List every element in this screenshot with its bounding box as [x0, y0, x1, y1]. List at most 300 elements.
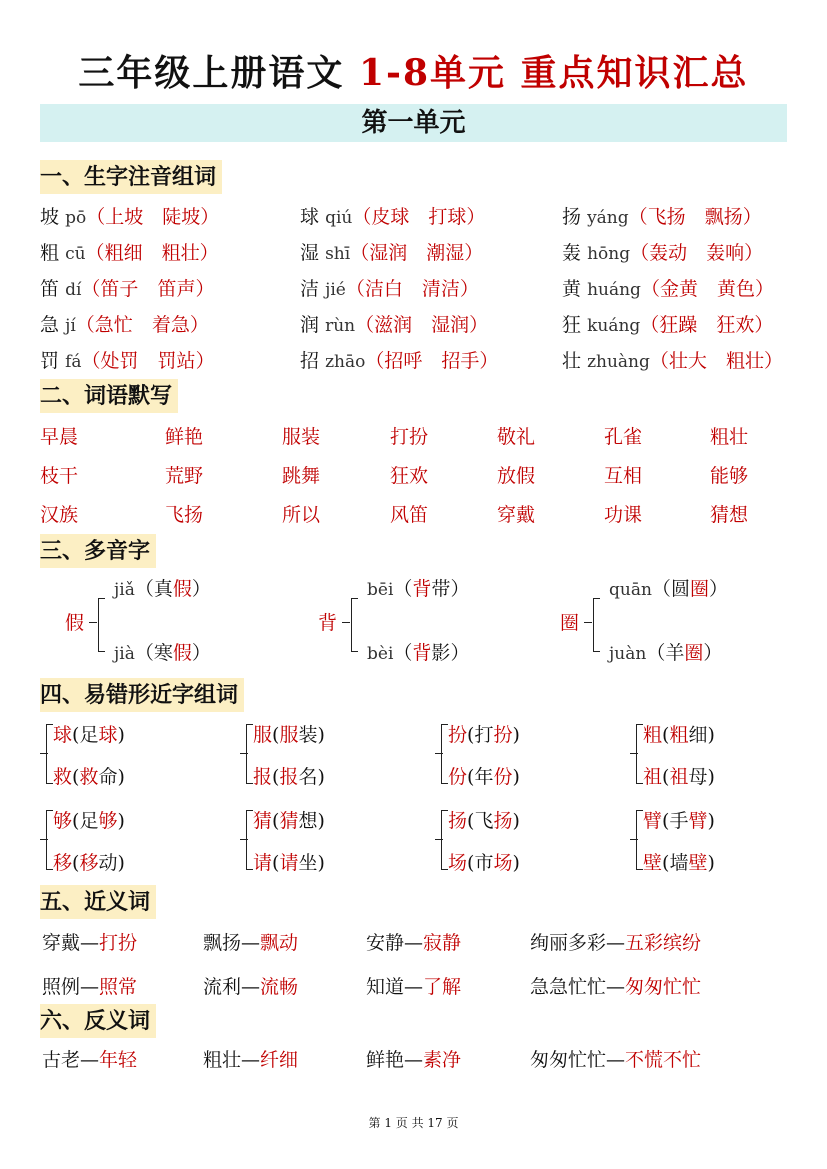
word: 打球 — [428, 206, 467, 228]
word: 照常 — [99, 976, 138, 998]
word: 飞扬 — [165, 504, 204, 526]
close-paren: ） — [450, 642, 470, 664]
open-paren: （ — [630, 242, 650, 264]
character: 粗 — [40, 242, 60, 264]
word: 不慌不忙 — [625, 1049, 702, 1071]
open-paren: （ — [350, 242, 370, 264]
word: 飞扬 — [647, 206, 686, 228]
dash: — — [404, 1049, 424, 1071]
open-paren: （ — [345, 278, 365, 300]
list-item — [253, 806, 325, 833]
close-paren: ） — [459, 278, 479, 300]
character: 润 — [300, 314, 320, 336]
word-part: 寒 — [153, 642, 173, 664]
word: 粗细 — [104, 242, 143, 264]
dash: — — [241, 932, 261, 954]
word-part: 背 — [412, 642, 432, 664]
open-paren: （ — [355, 314, 375, 336]
open-paren: ( — [272, 810, 280, 832]
open-paren: （ — [628, 206, 648, 228]
word-pair — [530, 928, 701, 955]
word: 流畅 — [260, 976, 299, 998]
character: 急 — [40, 314, 60, 336]
spacer — [143, 206, 162, 228]
word-part: 祖 — [669, 766, 689, 788]
list-item — [40, 310, 209, 337]
word-part: 墙 — [669, 852, 689, 874]
bracket — [46, 810, 53, 870]
word-part: 手 — [669, 810, 689, 832]
open-paren: （ — [651, 578, 671, 600]
spacer — [407, 242, 426, 264]
word-pair — [203, 972, 298, 999]
word: 飘动 — [260, 932, 299, 954]
word: 早晨 — [40, 426, 79, 448]
spacer — [412, 314, 431, 336]
word: 狂躁 — [659, 314, 698, 336]
close-paren: ） — [742, 206, 762, 228]
list-item — [300, 202, 485, 229]
dash: — — [606, 976, 626, 998]
word: 知道 — [366, 976, 405, 998]
word-part: 市 — [474, 852, 494, 874]
word-pair — [366, 1045, 461, 1072]
character: 招 — [300, 350, 320, 372]
word-pair — [530, 1045, 701, 1072]
word-part: 圈 — [689, 578, 709, 600]
close-paren: ) — [707, 852, 715, 874]
section-6-heading: 六、反义词 — [40, 1004, 156, 1038]
word-part: 壁 — [688, 852, 708, 874]
close-paren: ) — [512, 724, 520, 746]
word-part: 足 — [79, 810, 99, 832]
word: 粗壮 — [161, 242, 200, 264]
close-paren: ） — [466, 206, 486, 228]
word: 穿戴 — [42, 932, 81, 954]
pinyin: jiǎ — [114, 580, 135, 600]
open-paren: ( — [662, 766, 670, 788]
spacer — [697, 314, 716, 336]
bracket — [441, 810, 448, 870]
spacer — [687, 242, 706, 264]
section-3-heading: 三、多音字 — [40, 534, 156, 568]
word: 纤细 — [260, 1049, 299, 1071]
pinyin: rùn — [325, 316, 356, 336]
word-part: 服 — [279, 724, 299, 746]
word-part: 动 — [98, 852, 118, 874]
word: 陡坡 — [162, 206, 201, 228]
close-paren: ） — [191, 578, 211, 600]
word: 壮大 — [668, 350, 707, 372]
word-part: 猜 — [279, 810, 299, 832]
pinyin: cū — [65, 244, 86, 264]
word: 风笛 — [390, 504, 429, 526]
bracket — [246, 810, 253, 870]
word-part: 背 — [412, 578, 432, 600]
list-item — [562, 238, 763, 265]
word: 招呼 — [384, 350, 423, 372]
word: 滋润 — [374, 314, 413, 336]
spacer — [409, 206, 428, 228]
word: 洁白 — [364, 278, 403, 300]
bracket — [593, 598, 600, 652]
spacer — [138, 278, 157, 300]
word: 鲜艳 — [366, 1049, 405, 1071]
word-part: 球 — [98, 724, 118, 746]
open-paren: ( — [272, 724, 280, 746]
word-part: 扬 — [493, 810, 513, 832]
close-paren: ) — [117, 852, 125, 874]
word: 跳舞 — [282, 465, 321, 487]
close-paren: ） — [200, 206, 220, 228]
polyphone-char: 圈 — [560, 612, 580, 634]
bracket-tick — [435, 839, 443, 840]
bracket — [98, 598, 105, 652]
word: 猜想 — [710, 504, 749, 526]
reading — [367, 574, 469, 601]
reading — [114, 574, 211, 601]
section-2-heading: 二、词语默写 — [40, 379, 178, 413]
word: 荒野 — [165, 465, 204, 487]
bracket — [636, 724, 643, 784]
word-part: 报 — [279, 766, 299, 788]
list-item — [643, 848, 715, 875]
word: 绚丽多彩 — [530, 932, 607, 954]
close-paren: ） — [744, 242, 764, 264]
word: 放假 — [497, 465, 536, 487]
pinyin: hōng — [587, 244, 631, 264]
word: 所以 — [282, 504, 321, 526]
reading — [114, 638, 211, 665]
word-part: 扮 — [493, 724, 513, 746]
word: 互相 — [604, 465, 643, 487]
character: 服 — [253, 724, 273, 746]
title-black: 三年级上册语文 — [78, 52, 345, 94]
word: 笛子 — [100, 278, 139, 300]
character: 湿 — [300, 242, 320, 264]
character: 请 — [253, 852, 273, 874]
open-paren: ( — [72, 724, 80, 746]
open-paren: ( — [72, 810, 80, 832]
word: 寂静 — [423, 932, 462, 954]
character: 笛 — [40, 278, 60, 300]
word: 年轻 — [99, 1049, 138, 1071]
word-part: 母 — [688, 766, 708, 788]
dash: — — [241, 1049, 261, 1071]
dash: — — [241, 976, 261, 998]
word-pair — [42, 1045, 137, 1072]
close-paren: ） — [199, 242, 219, 264]
close-paren: ) — [317, 766, 325, 788]
close-paren: ) — [317, 724, 325, 746]
word: 罚站 — [157, 350, 196, 372]
section-1-heading: 一、生字注音组词 — [40, 160, 222, 194]
close-paren: ） — [469, 314, 489, 336]
pinyin: jié — [325, 280, 346, 300]
bracket-tick — [240, 753, 248, 754]
close-paren: ) — [512, 766, 520, 788]
close-paren: ) — [707, 766, 715, 788]
close-paren: ) — [117, 724, 125, 746]
list-item — [643, 806, 715, 833]
bracket-tick — [40, 753, 48, 754]
word: 粗壮 — [203, 1049, 242, 1071]
open-paren: （ — [393, 578, 413, 600]
open-paren: ( — [662, 852, 670, 874]
word-part: 移 — [79, 852, 99, 874]
character: 罚 — [40, 350, 60, 372]
character: 粗 — [643, 724, 663, 746]
pinyin: qiú — [325, 208, 353, 228]
pinyin: huáng — [587, 280, 641, 300]
word: 孔雀 — [604, 426, 643, 448]
section-4-heading: 四、易错形近字组词 — [40, 678, 244, 712]
word-pair — [530, 972, 701, 999]
word: 敬礼 — [497, 426, 536, 448]
word-part: 请 — [279, 852, 299, 874]
close-paren: ） — [464, 242, 484, 264]
word-part: 羊 — [665, 642, 685, 664]
bracket — [636, 810, 643, 870]
spacer — [139, 350, 158, 372]
spacer — [686, 206, 705, 228]
list-item — [253, 848, 325, 875]
spacer — [133, 314, 152, 336]
word: 能够 — [710, 465, 749, 487]
close-paren: ） — [195, 278, 215, 300]
word: 照例 — [42, 976, 81, 998]
bracket-tick — [342, 622, 350, 623]
spacer — [707, 350, 726, 372]
character: 份 — [448, 766, 468, 788]
list-item — [40, 238, 219, 265]
word-part: 带 — [431, 578, 451, 600]
open-paren: ( — [467, 852, 475, 874]
open-paren: （ — [75, 314, 95, 336]
open-paren: ( — [72, 766, 80, 788]
open-paren: （ — [134, 578, 154, 600]
word: 鲜艳 — [165, 426, 204, 448]
word: 招手 — [441, 350, 480, 372]
open-paren: （ — [646, 642, 666, 664]
word-part: 足 — [79, 724, 99, 746]
word: 皮球 — [371, 206, 410, 228]
list-item — [53, 720, 125, 747]
bracket — [351, 598, 358, 652]
open-paren: ( — [72, 852, 80, 874]
word-pair — [366, 972, 461, 999]
word: 急忙 — [94, 314, 133, 336]
word: 狂欢 — [716, 314, 755, 336]
character: 坡 — [40, 206, 60, 228]
open-paren: （ — [134, 642, 154, 664]
word-pair — [366, 928, 461, 955]
bracket-tick — [89, 622, 97, 623]
pinyin: bèi — [367, 644, 394, 664]
page-footer: 第 1 页 共 17 页 — [368, 1116, 459, 1130]
bracket-tick — [584, 622, 592, 623]
word: 服装 — [282, 426, 321, 448]
word: 潮湿 — [426, 242, 465, 264]
bracket-tick — [630, 839, 638, 840]
pinyin: fá — [65, 352, 82, 372]
spacer — [698, 278, 717, 300]
pinyin: shī — [325, 244, 351, 264]
list-item — [448, 806, 520, 833]
word: 汉族 — [40, 504, 79, 526]
word: 狂欢 — [390, 465, 429, 487]
word: 着急 — [151, 314, 190, 336]
word: 功课 — [604, 504, 643, 526]
word: 匆匆忙忙 — [625, 976, 702, 998]
word-part: 圈 — [684, 642, 704, 664]
word: 笛声 — [157, 278, 196, 300]
word: 飘扬 — [203, 932, 242, 954]
dash: — — [404, 932, 424, 954]
character: 壮 — [562, 350, 582, 372]
bracket-tick — [630, 753, 638, 754]
open-paren: （ — [365, 350, 385, 372]
character: 扬 — [448, 810, 468, 832]
close-paren: ） — [195, 350, 215, 372]
close-paren: ) — [317, 810, 325, 832]
dash: — — [404, 976, 424, 998]
character: 扮 — [448, 724, 468, 746]
close-paren: ) — [117, 810, 125, 832]
pinyin: juàn — [609, 644, 647, 664]
pinyin: jí — [65, 316, 76, 336]
close-paren: ） — [189, 314, 209, 336]
close-paren: ) — [117, 766, 125, 788]
close-paren: ) — [707, 724, 715, 746]
unit-heading: 第一单元 — [40, 104, 787, 142]
word: 打扮 — [99, 932, 138, 954]
list-item — [300, 238, 483, 265]
list-item — [40, 202, 219, 229]
open-paren: ( — [662, 724, 670, 746]
dash: — — [80, 976, 100, 998]
character: 扬 — [562, 206, 582, 228]
close-paren: ） — [703, 642, 723, 664]
word-part: 年 — [474, 766, 494, 788]
list-item — [448, 720, 520, 747]
list-item — [448, 848, 520, 875]
open-paren: （ — [81, 278, 101, 300]
dash: — — [80, 1049, 100, 1071]
list-item — [643, 720, 715, 747]
word: 飘扬 — [704, 206, 743, 228]
word: 古老 — [42, 1049, 81, 1071]
list-item — [53, 848, 125, 875]
word: 金黄 — [659, 278, 698, 300]
word-part: 真 — [153, 578, 173, 600]
spacer — [143, 242, 162, 264]
word: 粗壮 — [710, 426, 749, 448]
open-paren: （ — [352, 206, 372, 228]
word-part: 飞 — [474, 810, 494, 832]
list-item — [253, 720, 325, 747]
word-part: 粗 — [669, 724, 689, 746]
polyphone-char: 假 — [65, 612, 85, 634]
word: 黄色 — [716, 278, 755, 300]
character: 壁 — [643, 852, 663, 874]
word: 急急忙忙 — [530, 976, 607, 998]
word: 轰动 — [649, 242, 688, 264]
list-item — [300, 346, 498, 373]
word: 穿戴 — [497, 504, 536, 526]
word-pair — [42, 972, 137, 999]
list-item — [53, 806, 125, 833]
word: 了解 — [423, 976, 462, 998]
open-paren: ( — [662, 810, 670, 832]
open-paren: ( — [272, 852, 280, 874]
close-paren: ） — [708, 578, 728, 600]
pinyin: kuáng — [587, 316, 641, 336]
list-item — [300, 310, 488, 337]
word: 安静 — [366, 932, 405, 954]
word-part: 影 — [431, 642, 451, 664]
list-item — [40, 274, 214, 301]
open-paren: ( — [467, 766, 475, 788]
pinyin: yáng — [587, 208, 629, 228]
list-item — [40, 346, 215, 373]
character: 移 — [53, 852, 73, 874]
character: 黄 — [562, 278, 582, 300]
pinyin: bēi — [367, 580, 394, 600]
close-paren: ) — [317, 852, 325, 874]
open-paren: ( — [467, 724, 475, 746]
word: 清洁 — [421, 278, 460, 300]
bracket — [246, 724, 253, 784]
pinyin: quān — [609, 580, 652, 600]
close-paren: ） — [191, 642, 211, 664]
dash: — — [80, 932, 100, 954]
pinyin: jià — [114, 644, 135, 664]
open-paren: （ — [85, 242, 105, 264]
word: 素净 — [423, 1049, 462, 1071]
spacer — [403, 278, 422, 300]
list-item — [53, 762, 125, 789]
word: 五彩缤纷 — [625, 932, 702, 954]
word: 枝干 — [40, 465, 79, 487]
list-item — [253, 762, 325, 789]
word-part: 臂 — [688, 810, 708, 832]
open-paren: （ — [640, 278, 660, 300]
dash: — — [606, 932, 626, 954]
word-part: 份 — [493, 766, 513, 788]
character: 够 — [53, 810, 73, 832]
open-paren: （ — [86, 206, 106, 228]
close-paren: ) — [707, 810, 715, 832]
character: 场 — [448, 852, 468, 874]
list-item — [562, 274, 774, 301]
word-part: 装 — [298, 724, 318, 746]
character: 球 — [300, 206, 320, 228]
word-part: 坐 — [298, 852, 318, 874]
title-red: 1-8单元 重点知识汇总 — [358, 52, 749, 94]
word-part: 命 — [98, 766, 118, 788]
bracket — [46, 724, 53, 784]
word: 湿润 — [369, 242, 408, 264]
close-paren: ） — [763, 350, 783, 372]
open-paren: ( — [272, 766, 280, 788]
character: 洁 — [300, 278, 320, 300]
close-paren: ) — [512, 852, 520, 874]
list-item — [562, 202, 762, 229]
bracket-tick — [40, 839, 48, 840]
close-paren: ） — [450, 578, 470, 600]
word-part: 假 — [172, 578, 192, 600]
